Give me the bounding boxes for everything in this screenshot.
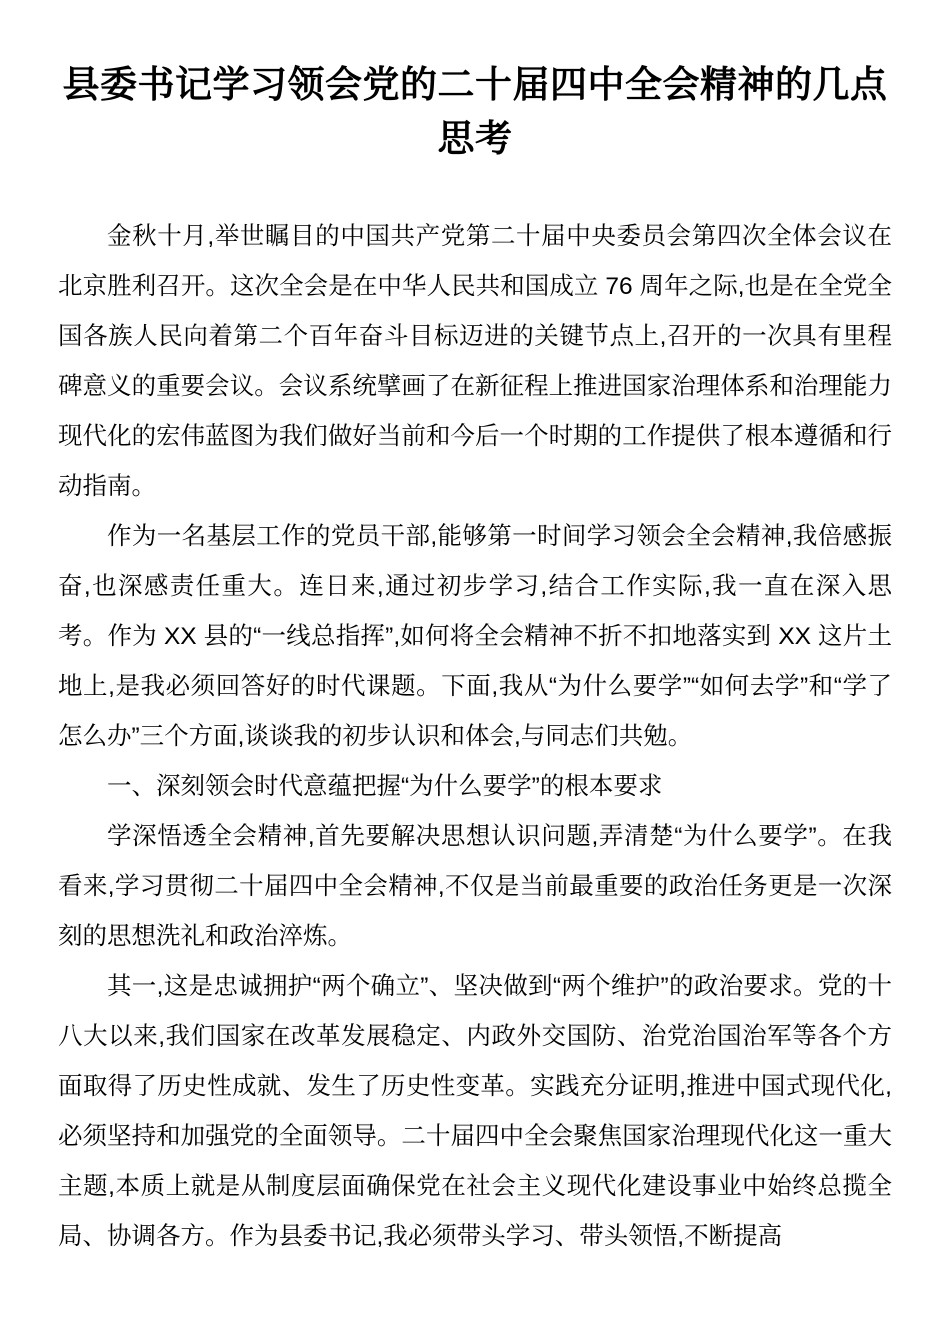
document-title: 县委书记学习领会党的二十届四中全会精神的几点思考 bbox=[62, 64, 888, 159]
paragraph-first-point: 其一,这是忠诚拥护“两个确立”、坚决做到“两个维护”的政治要求。党的十八大以来,我们国家在改革发展稳定、内政外交国防、治党治国治军等各个方面取得了历史性成就、发生了历史性变革。实践充分证明,推进中国式现代化,必须坚持和加强党的全面领导。二十届四中全会聚焦国家治理现代化这一重大主题,本质上就是从制度层面确保党在社会主义现代化建设事业中始终总揽全局、协调各方。作为县委书记,我必须带头学习、带头领悟,不断提高 bbox=[58, 973, 892, 1250]
paragraph-why-study: 学深悟透全会精神,首先要解决思想认识问题,弄清楚“为什么要学”。在我看来,学习贯彻二十届四中全会精神,不仅是当前最重要的政治任务更是一次深刻的思想洗礼和政治淬炼。 bbox=[58, 823, 892, 950]
paragraph-personal-reflection: 作为一名基层工作的党员干部,能够第一时间学习领会全会精神,我倍感振奋,也深感责任重大。连日来,通过初步学习,结合工作实际,我一直在深入思考。作为 XX 县的“一线总指挥”,如何将全会精神不折不扣地落实到 XX 这片土地上,是我必须回答好的时代课题。下面,我从“为什么要学”“如何去学”和“学了怎么办”三个方面,谈谈我的初步认识和体会,与同志们共勉。 bbox=[58, 523, 892, 750]
paragraph-intro: 金秋十月,举世瞩目的中国共产党第二十届中央委员会第四次全体会议在北京胜利召开。这次全会是在中华人民共和国成立 76 周年之际,也是在全党全国各族人民向着第二个百年奋斗目标迈进的关键节点上,召开的一次具有里程碑意义的重要会议。会议系统擘画了在新征程上推进国家治理体系和治理能力现代化的宏伟蓝图为我们做好当前和今后一个时期的工作提供了根本遵循和行动指南。 bbox=[58, 223, 892, 500]
section-heading-1: 一、深刻领会时代意蕴把握“为什么要学”的根本要求 bbox=[107, 773, 663, 800]
